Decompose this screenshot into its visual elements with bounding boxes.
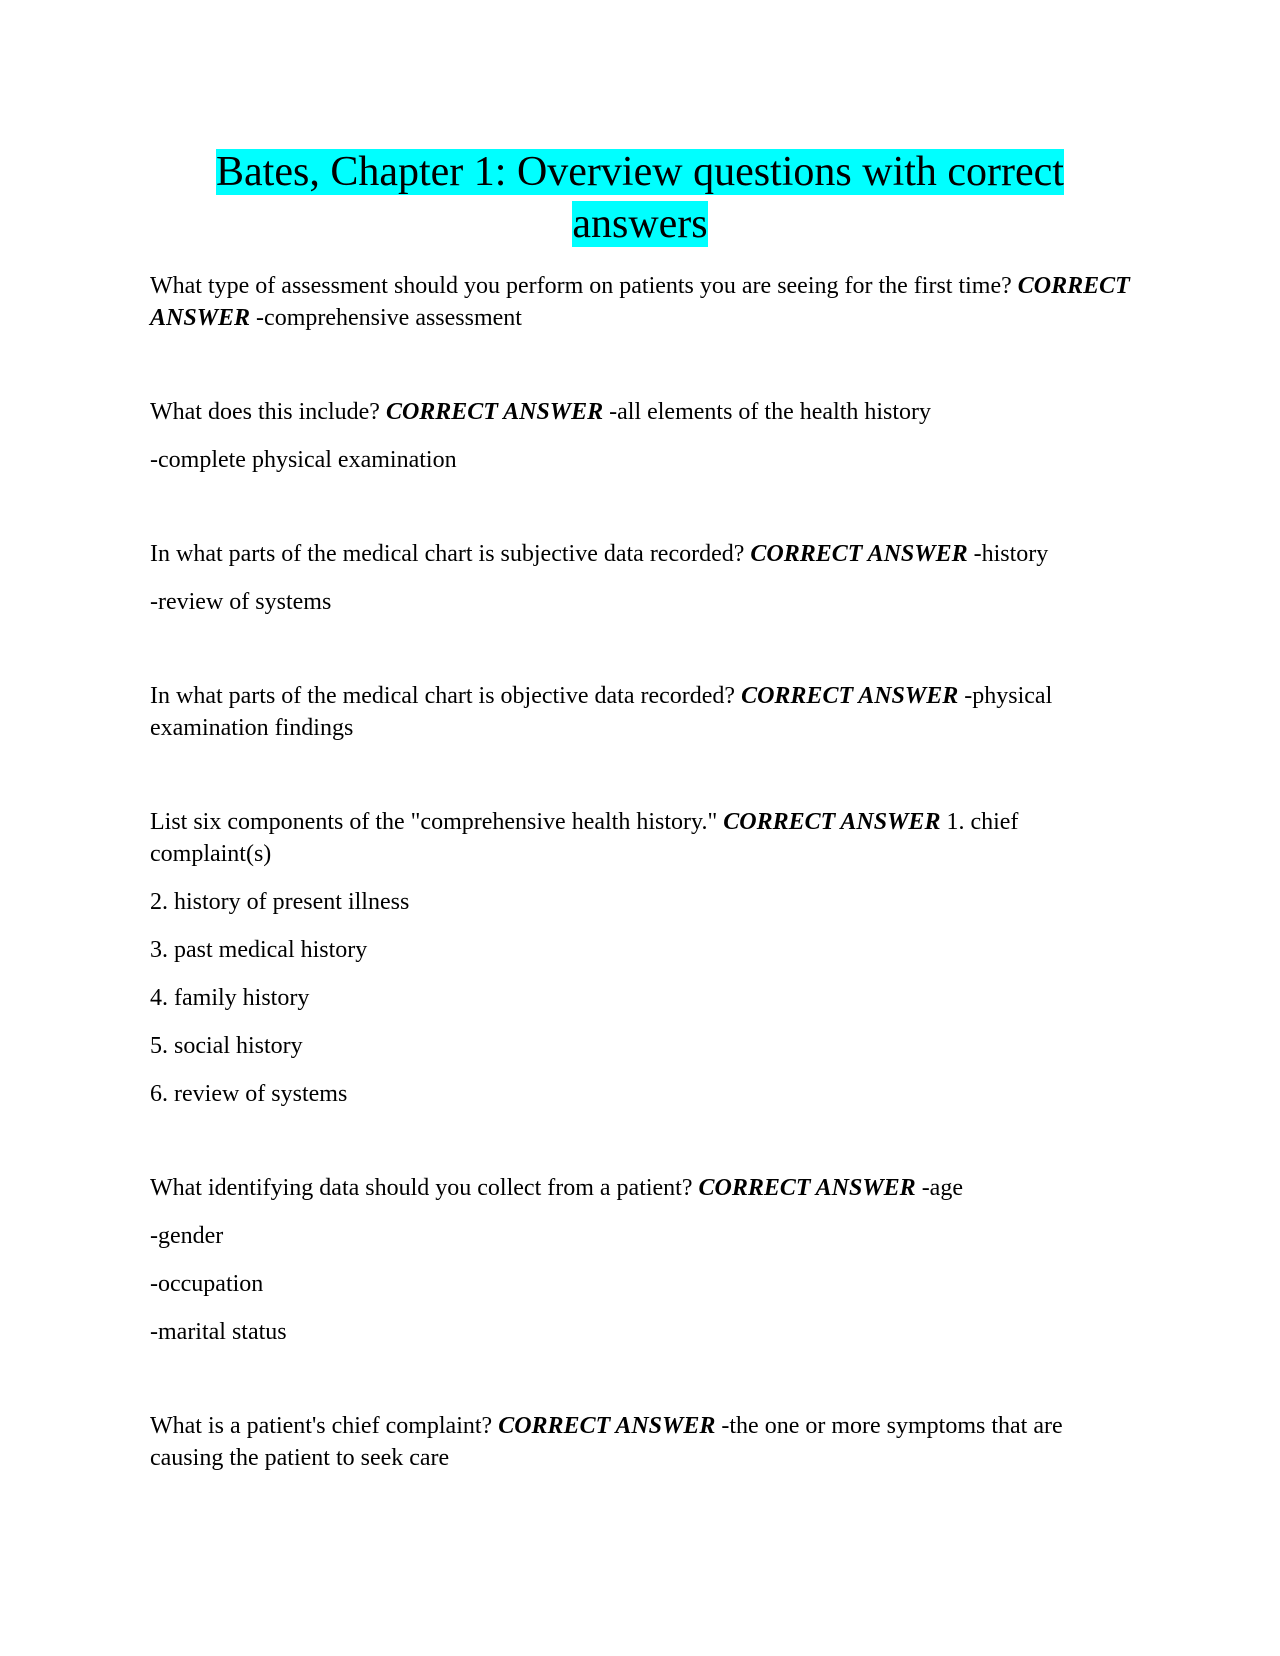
answer-line: 5. social history (150, 1033, 303, 1059)
correct-answer-label: CORRECT ANSWER (741, 683, 959, 709)
answer-line: -marital status (150, 1319, 287, 1345)
question-text: What identifying data should you collect from a patient? (150, 1175, 693, 1201)
question-text: What type of assessment should you perform on patients you are seeing for the first time? (150, 273, 1012, 299)
answer-text: -age (921, 1175, 963, 1201)
answer-line: -gender (150, 1223, 224, 1249)
answer-line: 3. past medical history (150, 937, 368, 963)
correct-answer-label: CORRECT ANSWER (385, 399, 604, 425)
answer-line: 2. history of present illness (150, 889, 410, 915)
answer-text: -the one or more symptoms that are causing the patient to seek care (150, 1413, 1063, 1471)
qa-item (150, 270, 1130, 334)
qa-item (150, 1172, 1130, 1348)
answer-line: -review of systems (150, 589, 332, 615)
qa-question-paragraph (150, 270, 1130, 334)
qa-item (150, 680, 1130, 744)
question-text: List six components of the "comprehensive health history." (150, 809, 718, 835)
qa-question-paragraph (150, 1172, 1130, 1204)
qa-item (150, 538, 1130, 618)
answer-text: -comprehensive assessment (256, 305, 522, 331)
qa-question-paragraph (150, 680, 1130, 744)
question-text: What does this include? (150, 399, 380, 425)
qa-question-paragraph (150, 806, 1130, 870)
qa-item (150, 806, 1130, 1110)
correct-answer-label: CORRECT ANSWER (750, 541, 968, 567)
answer-line: -complete physical examination (150, 447, 457, 473)
answer-line: 6. review of systems (150, 1081, 348, 1107)
answer-text: -physical examination findings (150, 683, 1053, 741)
answer-line: 4. family history (150, 985, 310, 1011)
question-text: In what parts of the medical chart is objective data recorded? (150, 683, 736, 709)
answer-text: 1. chief complaint(s) (150, 809, 1019, 867)
qa-question-paragraph (150, 396, 1130, 428)
correct-answer-label: CORRECT ANSWER (698, 1175, 916, 1201)
qa-question-paragraph (150, 538, 1130, 570)
qa-item (150, 1410, 1130, 1474)
title-highlight: Bates, Chapter 1: Overview questions with correct answers (216, 149, 1064, 247)
answer-text: -all elements of the health history (609, 399, 932, 425)
answer-text: -history (973, 541, 1049, 567)
qa-question-paragraph (150, 1410, 1130, 1474)
qa-list (150, 270, 1130, 1536)
question-text: What is a patient's chief complaint? (150, 1413, 493, 1439)
question-text: In what parts of the medical chart is subjective data recorded? (150, 541, 745, 567)
qa-item (150, 396, 1130, 476)
answer-line: -occupation (150, 1271, 264, 1297)
document-title (150, 146, 1130, 250)
correct-answer-label: CORRECT ANSWER (498, 1413, 716, 1439)
correct-answer-label: CORRECT ANSWER (723, 809, 941, 835)
correct-answer-label: CORRECT ANSWER (150, 273, 1130, 331)
